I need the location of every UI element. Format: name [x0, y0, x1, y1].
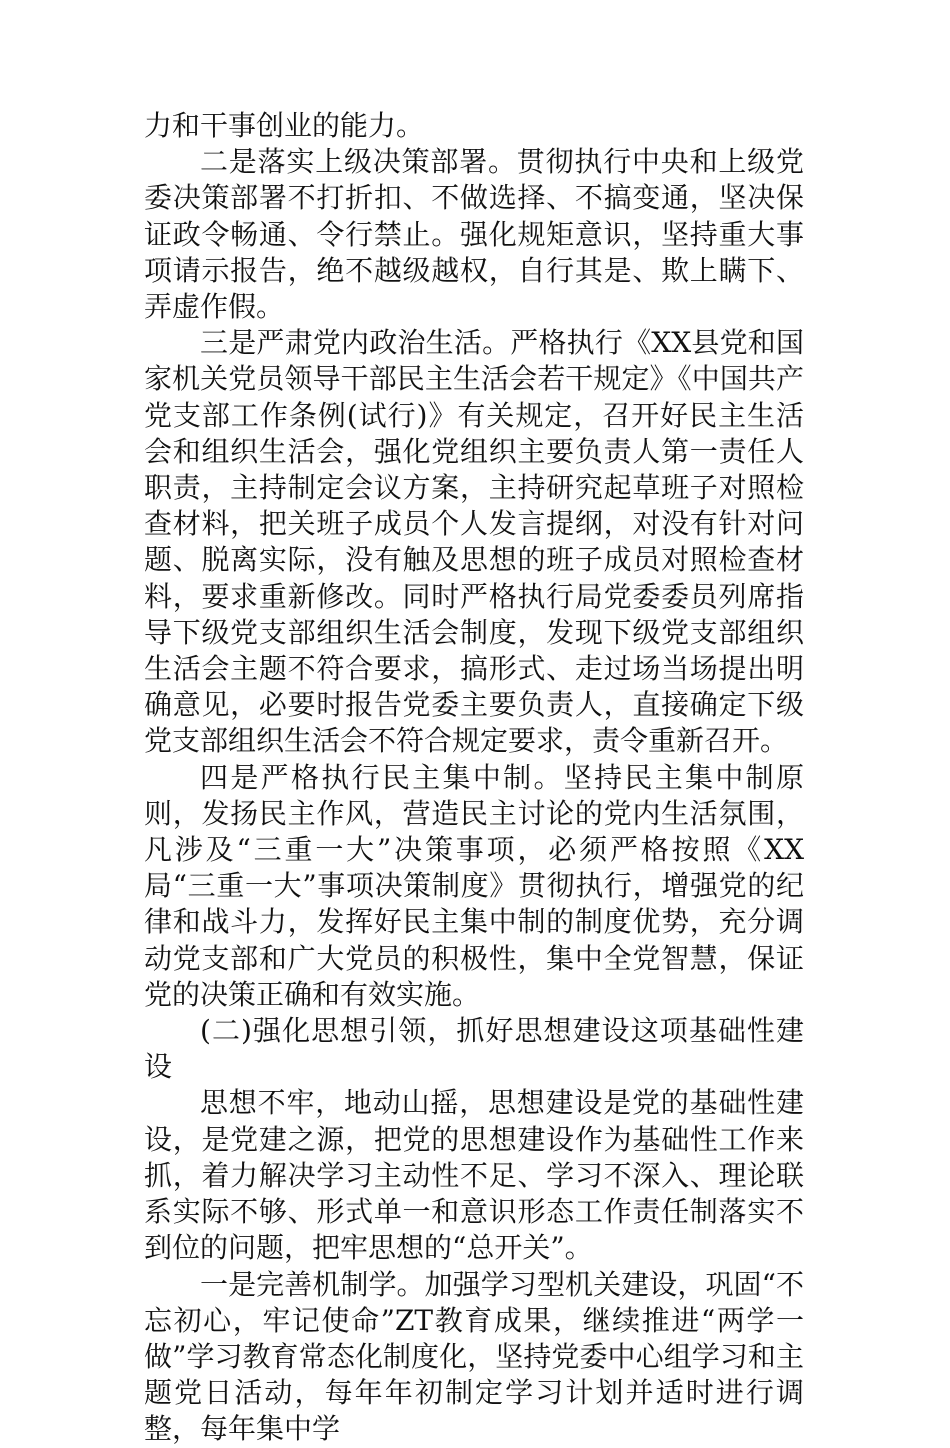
paragraph-implement-decisions: 二是落实上级决策部署。贯彻执行中央和上级党委决策部署不打折扣、不做选择、不搞变通，坚决保证政令畅通、令行禁止。强化规矩意识，坚持重大事项请示报告，绝不越级越权，自行其是、欺上瞒下、弄虚作假。	[144, 145, 804, 324]
paragraph-improve-study-mechanism: 一是完善机制学。加强学习型机关建设，巩固“不忘初心，牢记使命”ZT教育成果，继续推进“两学一做”学习教育常态化制度化，坚持党委中心组学习和主题党日活动，每年年初制定学习计划并适时进行调整，每年集中学	[144, 1267, 804, 1446]
paragraph-ideological-building: 思想不牢，地动山摇，思想建设是党的基础性建设，是党建之源，把党的思想建设作为基础性工作来抓，着力解决学习主动性不足、学习不深入、理论联系实际不够、形式单一和意识形态工作责任制落实不到位的问题，把牢思想的“总开关”。	[144, 1086, 804, 1265]
paragraph-democratic-centralism: 四是严格执行民主集中制。坚持民主集中制原则，发扬民主作风，营造民主讨论的党内生活氛围，凡涉及“三重一大”决策事项，必须严格按照《XX局“三重一大”事项决策制度》贯彻执行，增强党的纪律和战斗力，发挥好民主集中制的制度优势，充分调动党支部和广大党员的积极性，集中全党智慧，保证党的决策正确和有效实施。	[144, 760, 804, 1011]
paragraph-political-life: 三是严肃党内政治生活。严格执行《XX县党和国家机关党员领导干部民主生活会若干规定》《中国共产党支部工作条例(试行)》有关规定，召开好民主生活会和组织生活会，强化党组织主要负责人第一责任人职责，主持制定会议方案，主持研究起草班子对照检查材料，把关班子成员个人发言提纲，对没有针对问题、脱离实际，没有触及思想的班子成员对照检查材料，要求重新修改。同时严格执行局党委委员列席指导下级党支部组织生活会制度，发现下级党支部组织生活会主题不符合要求，搞形式、走过场当场提出明确意见，必要时报告党委主要负责人，直接确定下级党支部组织生活会不符合规定要求，责令重新召开。	[144, 326, 804, 758]
section-heading: (二)强化思想引领，抓好思想建设这项基础性建设	[144, 1014, 804, 1084]
document-body	[144, 108, 804, 1448]
paragraph-continuation: 力和干事创业的能力。	[144, 109, 425, 142]
